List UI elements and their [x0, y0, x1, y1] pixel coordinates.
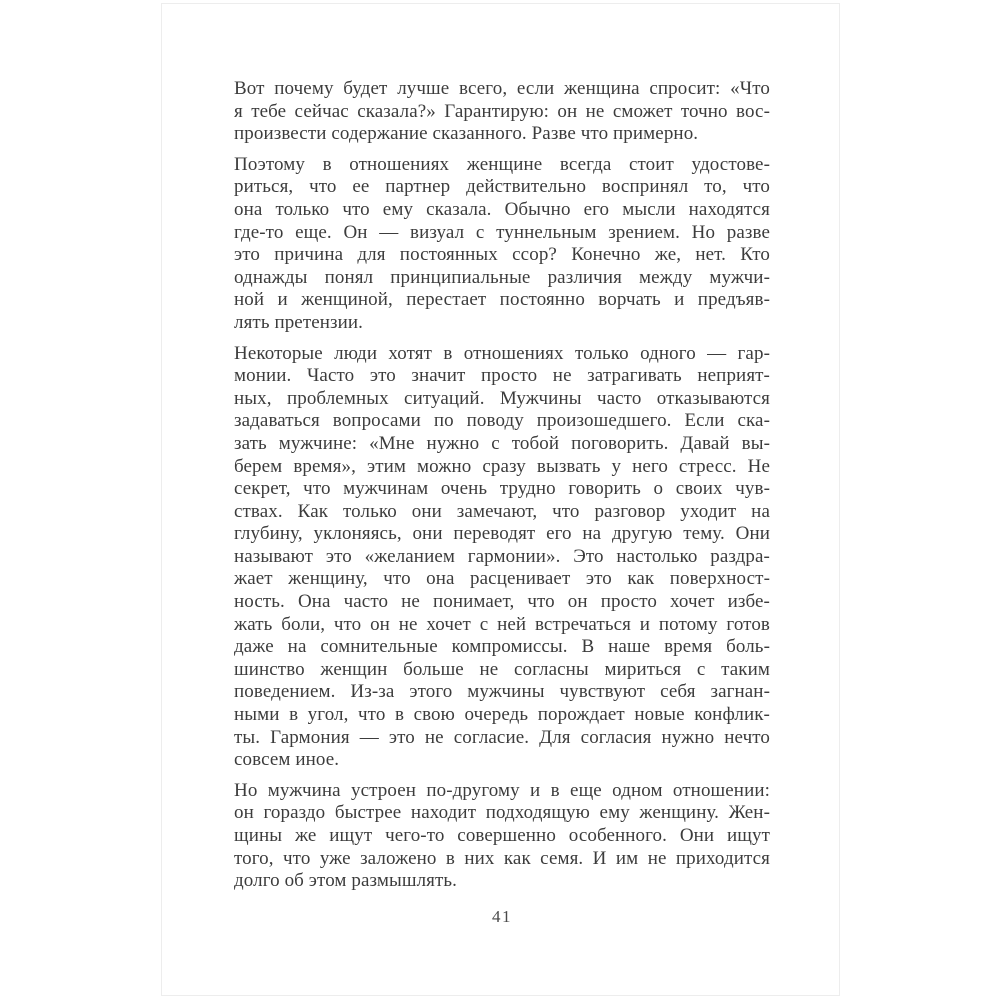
text-line: Но мужчина устроен по-другому и в еще одном отношении:	[234, 779, 770, 801]
text-line: я тебе сейчас сказала?» Гарантирую: он не сможет точно вос-	[234, 100, 770, 122]
text-line: даже на сомнительные компромиссы. В наше время боль-	[234, 636, 770, 658]
text-line: шинство женщин больше не согласны мириться с таким	[234, 658, 770, 680]
text-line: произвести содержание сказанного. Разве что примерно.	[234, 123, 699, 145]
text-line: однажды понял принципиальные различия между мужчи-	[234, 266, 770, 288]
text-line: называют это «желанием гармонии». Это настолько раздра-	[234, 545, 770, 567]
text-line: риться, что ее партнер действительно воспринял то, что	[234, 176, 770, 198]
text-line: ных, проблемных ситуаций. Мужчины часто отказываются	[234, 387, 770, 409]
text-line: лять претензии.	[234, 311, 364, 333]
text-line: щины же ищут чего-то совершенно особенного. Они ищут	[234, 825, 770, 846]
paragraph	[234, 154, 770, 335]
page	[161, 3, 840, 996]
text-line: берем время», этим можно сразу вызвать у него стресс. Не	[234, 455, 770, 477]
text-line: ность. Она часто не понимает, что он просто хочет избе-	[234, 591, 770, 613]
text-line: Вот почему будет лучше всего, если женщина спросит: «Что	[234, 78, 770, 99]
paragraph	[234, 343, 770, 772]
text-line: секрет, что мужчинам очень трудно говорить о своих чув-	[234, 478, 770, 500]
text-line: где-то еще. Он — визуал с туннельным зрением. Но разве	[234, 221, 770, 243]
text-line: Поэтому в отношениях женщине всегда стоит удостове-	[234, 153, 770, 175]
text-line: монии. Часто это значит просто не затрагивать неприят-	[234, 365, 770, 387]
text-line: жать боли, что он не хочет с ней встречаться и потому готов	[234, 613, 770, 635]
text-line: он гораздо быстрее находит подходящую ему женщину. Жен-	[234, 802, 770, 824]
text-line: она только что ему сказала. Обычно его мысли находятся	[234, 198, 770, 220]
text-line: ты. Гармония — это не согласие. Для согласия нужно нечто	[234, 726, 770, 748]
page-number: 41	[492, 907, 512, 926]
text-line: совсем иное.	[234, 749, 340, 771]
text-line: ствах. Как только они замечают, что разговор уходит на	[234, 500, 770, 522]
text-line: задаваться вопросами по поводу произошедшего. Если ска-	[234, 410, 770, 432]
text-line: ными в угол, что в свою очередь порождает новые конфлик-	[234, 704, 770, 726]
paragraph	[234, 780, 770, 893]
text-line: жает женщину, что она расценивает это как поверхност-	[234, 568, 770, 590]
text-line: поведением. Из-за этого мужчины чувствуют себя загнан-	[234, 681, 770, 703]
text-line: долго об этом размышлять.	[234, 870, 458, 892]
text-line: зать мужчине: «Мне нужно с тобой поговорить. Давай вы-	[234, 432, 770, 454]
paragraph	[234, 78, 770, 146]
text-line: Некоторые люди хотят в отношениях только одного — гар-	[234, 342, 770, 364]
text-line: глубину, уклоняясь, они переводят его на другую тему. Они	[234, 523, 770, 545]
text-line: это причина для постоянных ссор? Конечно же, нет. Кто	[234, 244, 770, 266]
text-line: ной и женщиной, перестает постоянно ворчать и предъяв-	[234, 289, 770, 311]
page-text	[234, 78, 770, 893]
text-line: того, что уже заложено в них как семя. И им не приходится	[234, 847, 770, 869]
